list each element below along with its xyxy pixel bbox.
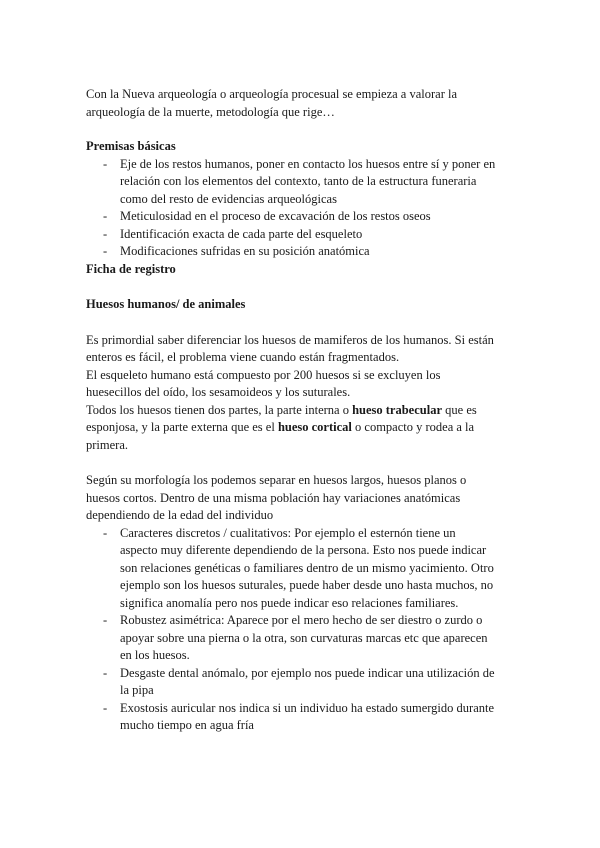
list-item: - Eje de los restos humanos, poner en contacto los huesos entre sí y poner en relación con los elementos del contexto, tanto de la estructura funeraria como del resto de evidencias arqueológicas (86, 156, 496, 209)
text-run: Todos los huesos tienen dos partes, la parte interna o (86, 402, 353, 417)
document-page (86, 86, 496, 735)
ficha-heading: Ficha de registro (86, 261, 176, 276)
huesos-paragraph-2: El esqueleto humano está compuesto por 200 huesos si se excluyen los huesecillos del oído, los sesamoideos y los suturales. (86, 367, 441, 399)
list-item: - Meticulosidad en el proceso de excavación de los restos oseos (86, 208, 496, 226)
premisas-list (86, 156, 496, 261)
list-item: - Robustez asimétrica: Aparece por el mero hecho de ser diestro o zurdo o apoyar sobre una pierna o la otra, son curvaturas marcas etc que aparecen en los huesos. (86, 612, 496, 665)
huesos-paragraph-4: Según su morfología los podemos separar en huesos largos, huesos planos o huesos cortos. Dentro de una misma población hay variaciones anatómicas dependiendo de la edad del individuo (86, 473, 467, 522)
intro-paragraph: Con la Nueva arqueología o arqueología procesual se empieza a valorar la arqueología de la muerte, metodología que rige… (86, 87, 458, 119)
list-item: - Exostosis auricular nos indica si un individuo ha estado sumergido durante mucho tiempo en agua fría (86, 700, 496, 735)
hueso-trabecular-term: hueso trabecular (352, 402, 443, 417)
huesos-paragraph-3 (86, 402, 496, 455)
huesos-paragraph-1: Es primordial saber diferenciar los huesos de mamiferos de los humanos. Si están enteros es fácil, el problema viene cuando están fragmentados. (86, 332, 494, 364)
premisas-heading: Premisas básicas (86, 139, 176, 153)
list-item: - Modificaciones sufridas en su posición anatómica (86, 243, 496, 261)
list-item: - Caracteres discretos / cualitativos: Por ejemplo el esternón tiene un aspecto muy diferente dependiendo de la persona. Esto nos puede indicar son relaciones genéticas o familiares dentro de un mismo yacimiento. Otro ejemplo son los huesos suturales, puede haber desde uno hasta muchos, no significa anomalía pero nos puede indicar eso relaciones familiares. (86, 525, 496, 613)
text-run: o compacto y rodea a la primera. (86, 420, 475, 452)
list-item: - Identificación exacta de cada parte del esqueleto (86, 226, 496, 244)
text-run: que es esponjosa, y la parte externa que es el (86, 402, 477, 434)
hueso-cortical-term: hueso cortical (277, 420, 352, 434)
caracteres-list (86, 525, 496, 735)
huesos-heading: Huesos humanos/ de animales (86, 297, 246, 311)
list-item: - Desgaste dental anómalo, por ejemplo nos puede indicar una utilización de la pipa (86, 665, 496, 700)
